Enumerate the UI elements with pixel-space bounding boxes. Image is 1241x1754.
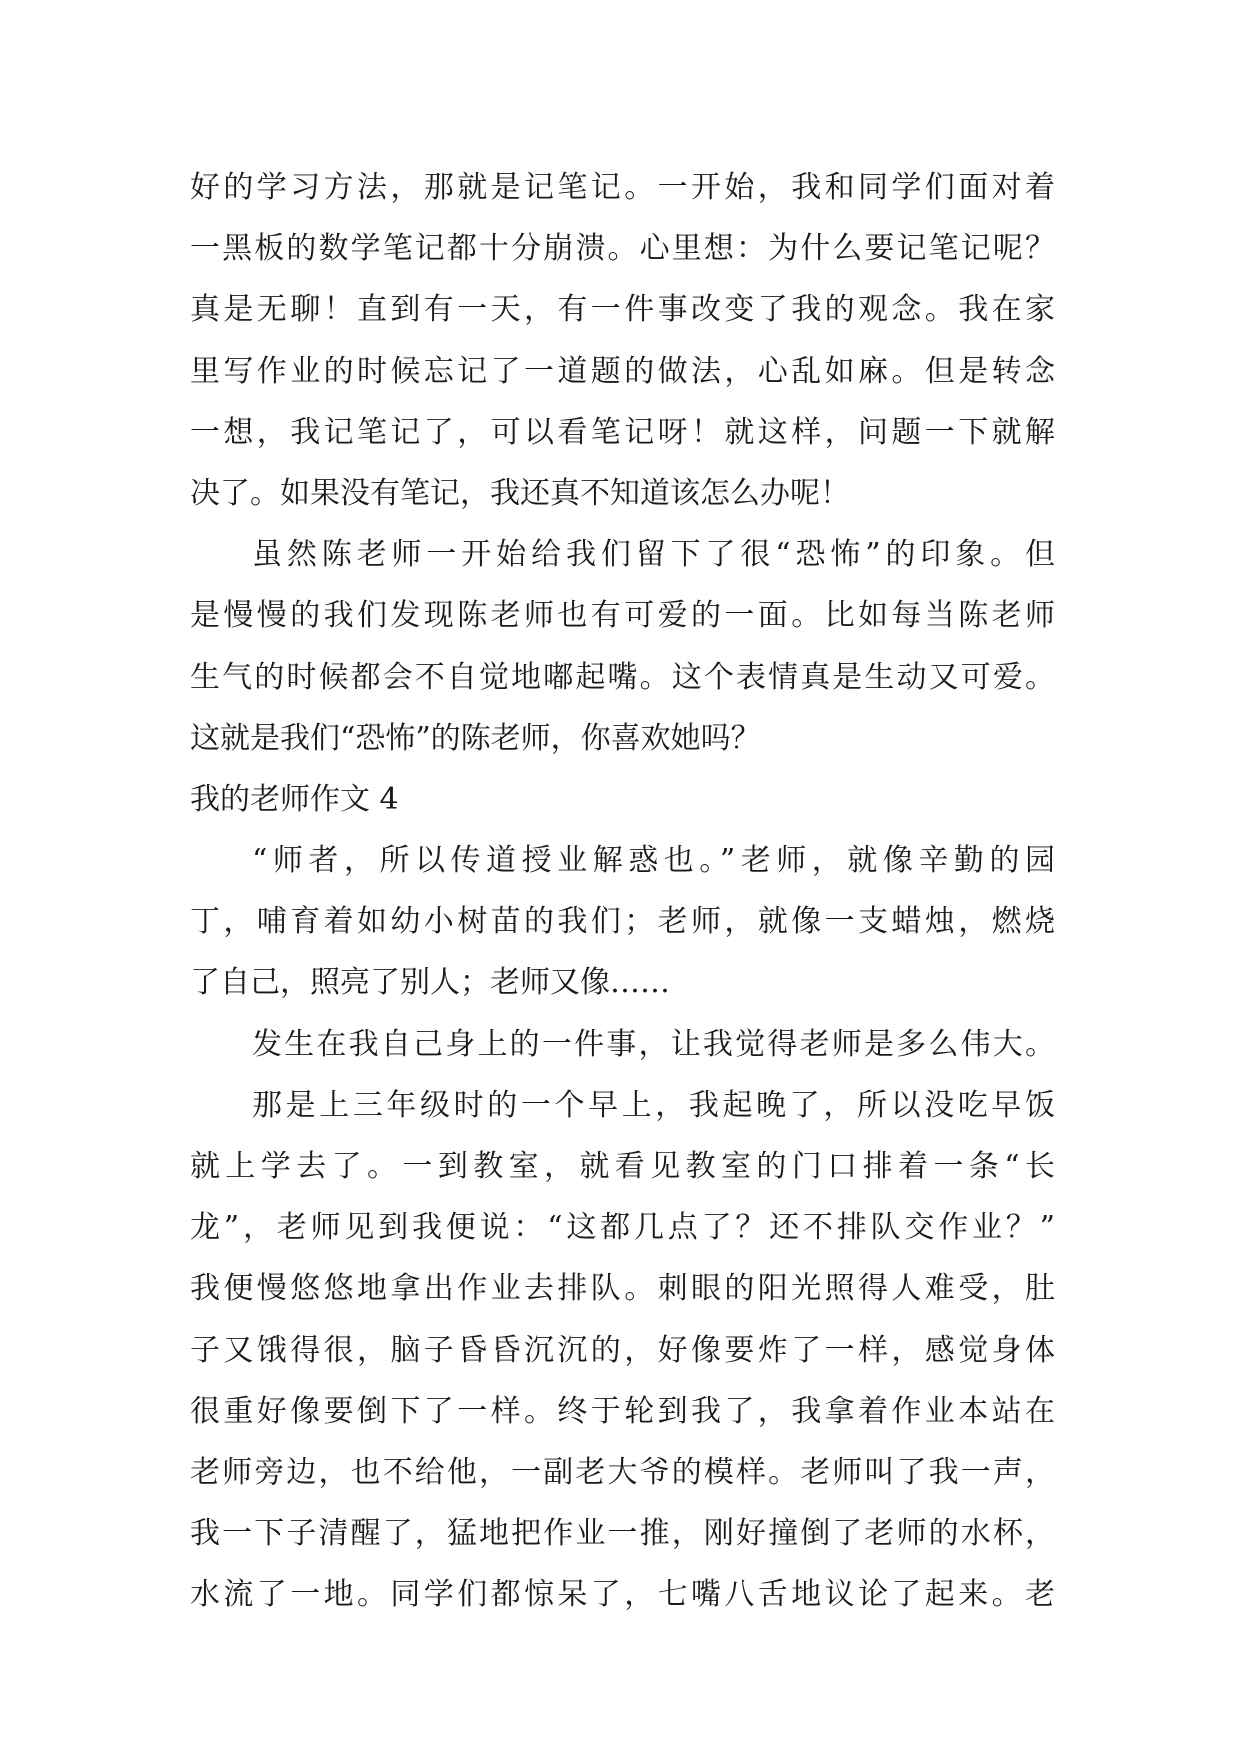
text-line: 虽然陈老师一开始给我们留下了很“恐怖”的印象。但 bbox=[252, 537, 1055, 573]
text-line: 一想，我记笔记了，可以看笔记呀！就这样，问题一下就解 bbox=[190, 414, 1055, 450]
text-line: “师者，所以传道授业解惑也。”老师，就像辛勤的园 bbox=[252, 843, 1055, 879]
text-line: 生气的时候都会不自觉地嘟起嘴。这个表情真是生动又可爱。 bbox=[190, 659, 1055, 695]
text-line: 龙”，老师见到我便说：“这都几点了？还不排队交作业？” bbox=[190, 1210, 1055, 1246]
text-line: 这就是我们“恐怖”的陈老师，你喜欢她吗？ bbox=[190, 720, 761, 756]
section-heading: 我的老师作文 4 bbox=[190, 781, 399, 817]
text-line: 是慢慢的我们发现陈老师也有可爱的一面。比如每当陈老师 bbox=[190, 598, 1055, 634]
text-line: 发生在我自己身上的一件事，让我觉得老师是多么伟大。 bbox=[252, 1026, 1055, 1062]
text-line: 那是上三年级时的一个早上，我起晚了，所以没吃早饭 bbox=[252, 1087, 1055, 1123]
text-line: 水流了一地。同学们都惊呆了，七嘴八舌地议论了起来。老 bbox=[190, 1577, 1055, 1613]
text-line: 一黑板的数学笔记都十分崩溃。心里想：为什么要记笔记呢？ bbox=[190, 231, 1055, 267]
text-line: 就上学去了。一到教室，就看见教室的门口排着一条“长 bbox=[190, 1149, 1055, 1184]
text-line: 了自己，照亮了别人；老师又像…… bbox=[190, 965, 670, 1001]
essay-body bbox=[190, 157, 1055, 1626]
text-line: 我一下子清醒了，猛地把作业一推，刚好撞倒了老师的水杯， bbox=[190, 1516, 1055, 1552]
text-line: 真是无聊！直到有一天，有一件事改变了我的观念。我在家 bbox=[190, 292, 1055, 328]
text-line: 我便慢悠悠地拿出作业去排队。刺眼的阳光照得人难受，肚 bbox=[190, 1271, 1055, 1307]
text-line: 好的学习方法，那就是记笔记。一开始，我和同学们面对着 bbox=[190, 170, 1055, 205]
text-line: 老师旁边，也不给他，一副老大爷的模样。老师叫了我一声， bbox=[190, 1454, 1055, 1490]
text-line: 很重好像要倒下了一样。终于轮到我了，我拿着作业本站在 bbox=[190, 1393, 1055, 1429]
text-line: 丁，哺育着如幼小树苗的我们；老师，就像一支蜡烛，燃烧 bbox=[190, 904, 1055, 940]
text-line: 里写作业的时候忘记了一道题的做法，心乱如麻。但是转念 bbox=[190, 353, 1055, 389]
text-line: 决了。如果没有笔记，我还真不知道该怎么办呢！ bbox=[190, 475, 850, 511]
text-line: 子又饿得很，脑子昏昏沉沉的，好像要炸了一样，感觉身体 bbox=[190, 1332, 1055, 1368]
